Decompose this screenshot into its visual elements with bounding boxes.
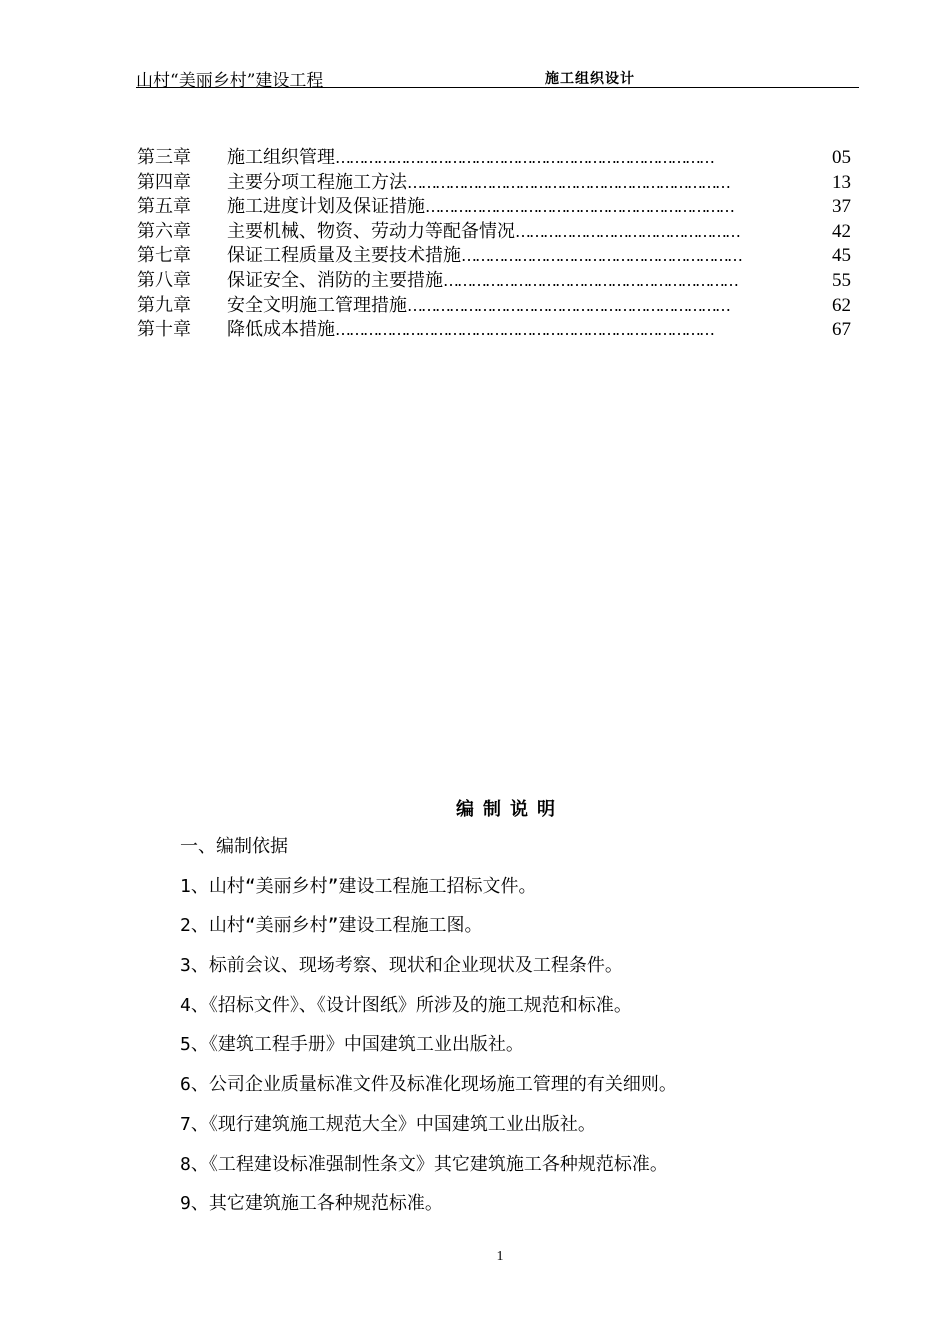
toc-leader-dots: …………………………………………………………… xyxy=(407,295,729,315)
toc-entry[interactable] xyxy=(137,318,851,343)
basis-list-item: 4、《招标文件》、《设计图纸》所涉及的施工规范和标准。 xyxy=(180,994,632,1016)
toc-chapter-number: 第三章 xyxy=(137,147,191,168)
toc-entry[interactable] xyxy=(137,146,851,171)
toc-page-number: 67 xyxy=(832,319,851,341)
toc-entry[interactable] xyxy=(137,195,851,220)
page-number: 1 xyxy=(496,1249,504,1264)
basis-list-item: 6、公司企业质量标准文件及标准化现场施工管理的有关细则。 xyxy=(180,1074,677,1096)
section-title: 编制说明 xyxy=(456,799,564,820)
header-divider xyxy=(136,87,859,88)
toc-chapter-title: 主要机械、物资、劳动力等配备情况 xyxy=(227,220,515,242)
header-project-title: 山村“美丽乡村”建设工程 xyxy=(136,71,324,91)
toc-page-number: 37 xyxy=(832,196,851,218)
toc-chapter-title: 降低成本措施 xyxy=(227,319,335,341)
basis-list-item: 9、其它建筑施工各种规范标准。 xyxy=(180,1193,443,1215)
basis-list-item: 1、山村“美丽乡村”建设工程施工招标文件。 xyxy=(180,875,537,897)
header-document-type: 施工组织设计 xyxy=(545,71,635,87)
toc-page-number: 13 xyxy=(832,171,851,193)
basis-heading: 一、编制依据 xyxy=(180,836,288,857)
basis-list-item: 2、山村“美丽乡村”建设工程施工图。 xyxy=(180,915,483,937)
toc-leader-dots: ……………………………………………………… xyxy=(443,270,737,290)
page-header xyxy=(136,62,859,91)
toc-leader-dots: …………………………………………………………… xyxy=(407,172,729,192)
toc-leader-dots: ……………………………………………………………………… xyxy=(335,148,713,167)
basis-list-item: 3、标前会议、现场考察、现状和企业现状及工程条件。 xyxy=(180,955,623,977)
toc-entry[interactable] xyxy=(137,220,851,245)
compilation-basis xyxy=(180,835,860,1232)
toc-page-number: 42 xyxy=(832,220,851,242)
basis-list-item: 7、《现行建筑施工规范大全》中国建筑工业出版社。 xyxy=(180,1113,596,1135)
toc-chapter-number: 第七章 xyxy=(137,245,191,267)
toc-chapter-number: 第六章 xyxy=(137,220,191,242)
toc-leader-dots: …………………………………………………… xyxy=(461,246,741,266)
toc-chapter-title: 保证安全、消防的主要措施 xyxy=(227,269,443,291)
toc-leader-dots: ………………………………………… xyxy=(515,221,739,241)
toc-page-number: 45 xyxy=(832,245,851,267)
toc-chapter-number: 第十章 xyxy=(137,319,191,341)
toc-chapter-title: 保证工程质量及主要技术措施 xyxy=(227,245,461,267)
toc-page-number: 55 xyxy=(832,269,851,291)
toc-entry[interactable] xyxy=(137,294,851,319)
toc-chapter-number: 第五章 xyxy=(137,196,191,218)
basis-list-item: 8、《工程建设标准强制性条文》其它建筑施工各种规范标准。 xyxy=(180,1153,668,1175)
toc-chapter-number: 第八章 xyxy=(137,269,191,291)
table-of-contents xyxy=(137,146,851,343)
toc-chapter-title: 安全文明施工管理措施 xyxy=(227,294,407,316)
toc-entry[interactable] xyxy=(137,244,851,269)
toc-page-number: 62 xyxy=(832,294,851,316)
basis-list-item: 5、《建筑工程手册》中国建筑工业出版社。 xyxy=(180,1034,524,1056)
toc-leader-dots: ……………………………………………………………………… xyxy=(335,320,713,340)
toc-entry[interactable] xyxy=(137,171,851,196)
toc-chapter-number: 第四章 xyxy=(137,171,191,193)
toc-leader-dots: ………………………………………………………… xyxy=(425,197,733,217)
toc-chapter-title: 主要分项工程施工方法 xyxy=(227,171,407,193)
toc-chapter-title: 施工进度计划及保证措施 xyxy=(227,196,425,218)
toc-entry[interactable] xyxy=(137,269,851,294)
toc-chapter-title: 施工组织管理 xyxy=(227,147,335,168)
toc-chapter-number: 第九章 xyxy=(137,294,191,316)
toc-page-number: 05 xyxy=(832,147,851,168)
